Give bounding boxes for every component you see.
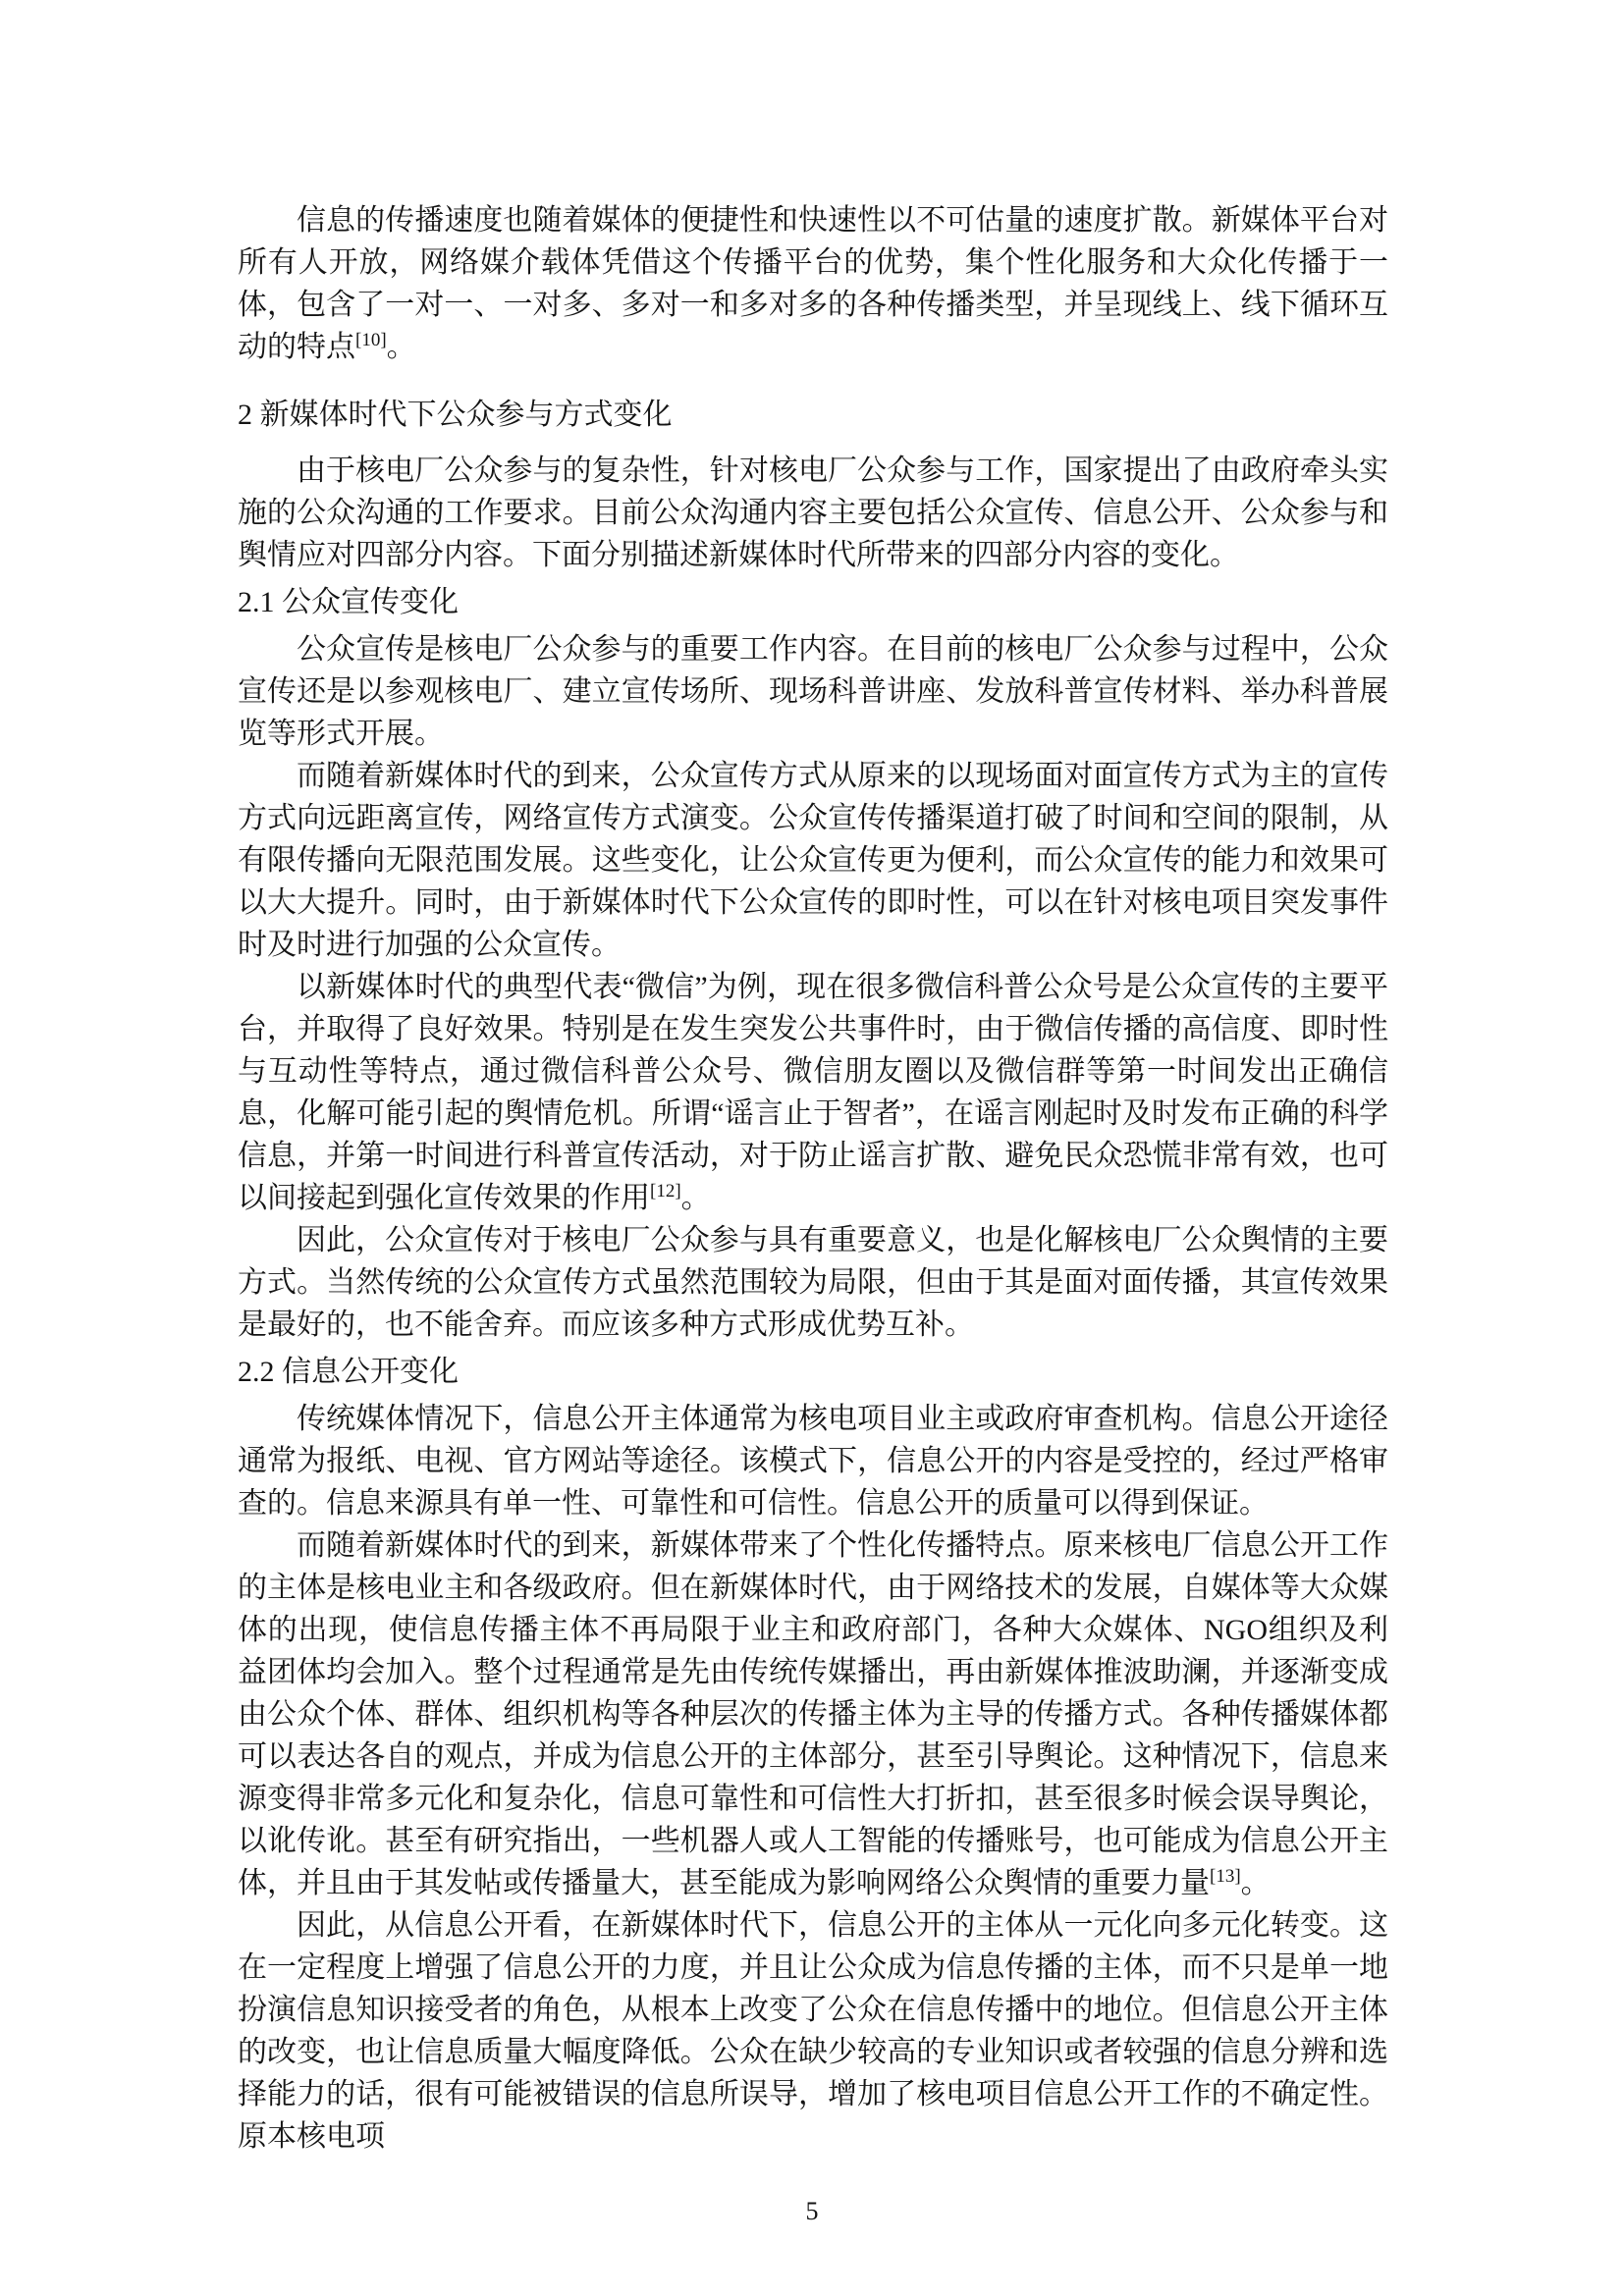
page-footer <box>0 2197 1624 2226</box>
paragraph: 传统媒体情况下，信息公开主体通常为核电项目业主或政府审查机构。信息公开途径通常为报纸、电视、官方网站等途径。该模式下，信息公开的内容是受控的，经过严格审查的。信息来源具有单一性、可靠性和可信性。信息公开的质量可以得到保证。 <box>238 1403 1388 1520</box>
reference-marker: [13] <box>1210 1866 1241 1887</box>
reference-marker: [12] <box>650 1181 681 1201</box>
document-body <box>238 199 1388 2158</box>
paragraph: 以新媒体时代的典型代表“微信”为例，现在很多微信科普公众号是公众宣传的主要平台，并取得了良好效果。特别是在发生突发公共事件时，由于微信传播的高信度、即时性与互动性等特点，通过微信科普公众号、微信朋友圈以及微信群等第一时间发出正确信息，化解可能引起的舆情危机。所谓“谣言止于智者”，在谣言刚起时及时发布正确的科学信息，并第一时间进行科普宣传活动，对于防止谣言扩散、避免民众恐慌非常有效，也可以间接起到强化宣传效果的作用[12]。 <box>238 971 1388 1214</box>
paragraph: 因此，从信息公开看，在新媒体时代下，信息公开的主体从一元化向多元化转变。这在一定程度上增强了信息公开的力度，并且让公众成为信息传播的主体，而不只是单一地扮演信息知识接受者的角色，从根本上改变了公众在信息传播中的地位。但信息公开主体的改变，也让信息质量大幅度降低。公众在缺少较高的专业知识或者较强的信息分辨和选择能力的话，很有可能被错误的信息所误导，增加了核电项目信息公开工作的不确定性。原本核电项 <box>238 1909 1388 2153</box>
paragraph: 由于核电厂公众参与的复杂性，针对核电厂公众参与工作，国家提出了由政府牵头实施的公众沟通的工作要求。目前公众沟通内容主要包括公众宣传、信息公开、公众参与和舆情应对四部分内容。下面分别描述新媒体时代所带来的四部分内容的变化。 <box>238 454 1388 571</box>
paragraph: 而随着新媒体时代的到来，公众宣传方式从原来的以现场面对面宣传方式为主的宣传方式向远距离宣传，网络宣传方式演变。公众宣传传播渠道打破了时间和空间的限制，从有限传播向无限范围发展。这些变化，让公众宣传更为便利，而公众宣传的能力和效果可以大大提升。同时，由于新媒体时代下公众宣传的即时性，可以在针对核电项目突发事件时及时进行加强的公众宣传。 <box>238 760 1388 961</box>
reference-marker: [10] <box>355 330 387 350</box>
section-heading: 2 新媒体时代下公众参与方式变化 <box>238 399 673 431</box>
page-number: 5 <box>805 2197 819 2225</box>
section-heading: 2.2 信息公开变化 <box>238 1356 459 1388</box>
paragraph: 信息的传播速度也随着媒体的便捷性和快速性以不可估量的速度扩散。新媒体平台对所有人开放，网络媒介载体凭借这个传播平台的优势，集个性化服务和大众化传播于一体，包含了一对一、一对多、多对一和多对多的各种传播类型，并呈现线上、线下循环互动的特点[10]。 <box>238 204 1388 363</box>
paragraph: 因此，公众宣传对于核电厂公众参与具有重要意义，也是化解核电厂公众舆情的主要方式。当然传统的公众宣传方式虽然范围较为局限，但由于其是面对面传播，其宣传效果是最好的，也不能舍弃。而应该多种方式形成优势互补。 <box>238 1224 1388 1341</box>
section-heading: 2.1 公众宣传变化 <box>238 586 459 618</box>
paragraph: 而随着新媒体时代的到来，新媒体带来了个性化传播特点。原来核电厂信息公开工作的主体是核电业主和各级政府。但在新媒体时代，由于网络技术的发展，自媒体等大众媒体的出现，使信息传播主体不再局限于业主和政府部门，各种大众媒体、NGO组织及利益团体均会加入。整个过程通常是先由传统传媒播出，再由新媒体推波助澜，并逐渐变成由公众个体、群体、组织机构等各种层次的传播主体为主导的传播方式。各种传播媒体都可以表达各自的观点，并成为信息公开的主体部分，甚至引导舆论。这种情况下，信息来源变得非常多元化和复杂化，信息可靠性和可信性大打折扣，甚至很多时候会误导舆论，以讹传讹。甚至有研究指出，一些机器人或人工智能的传播账号，也可能成为信息公开主体，并且由于其发帖或传播量大，甚至能成为影响网络公众舆情的重要力量[13]。 <box>238 1529 1388 1899</box>
paragraph: 公众宣传是核电厂公众参与的重要工作内容。在目前的核电厂公众参与过程中，公众宣传还是以参观核电厂、建立宣传场所、现场科普讲座、发放科普宣传材料、举办科普展览等形式开展。 <box>238 633 1388 750</box>
